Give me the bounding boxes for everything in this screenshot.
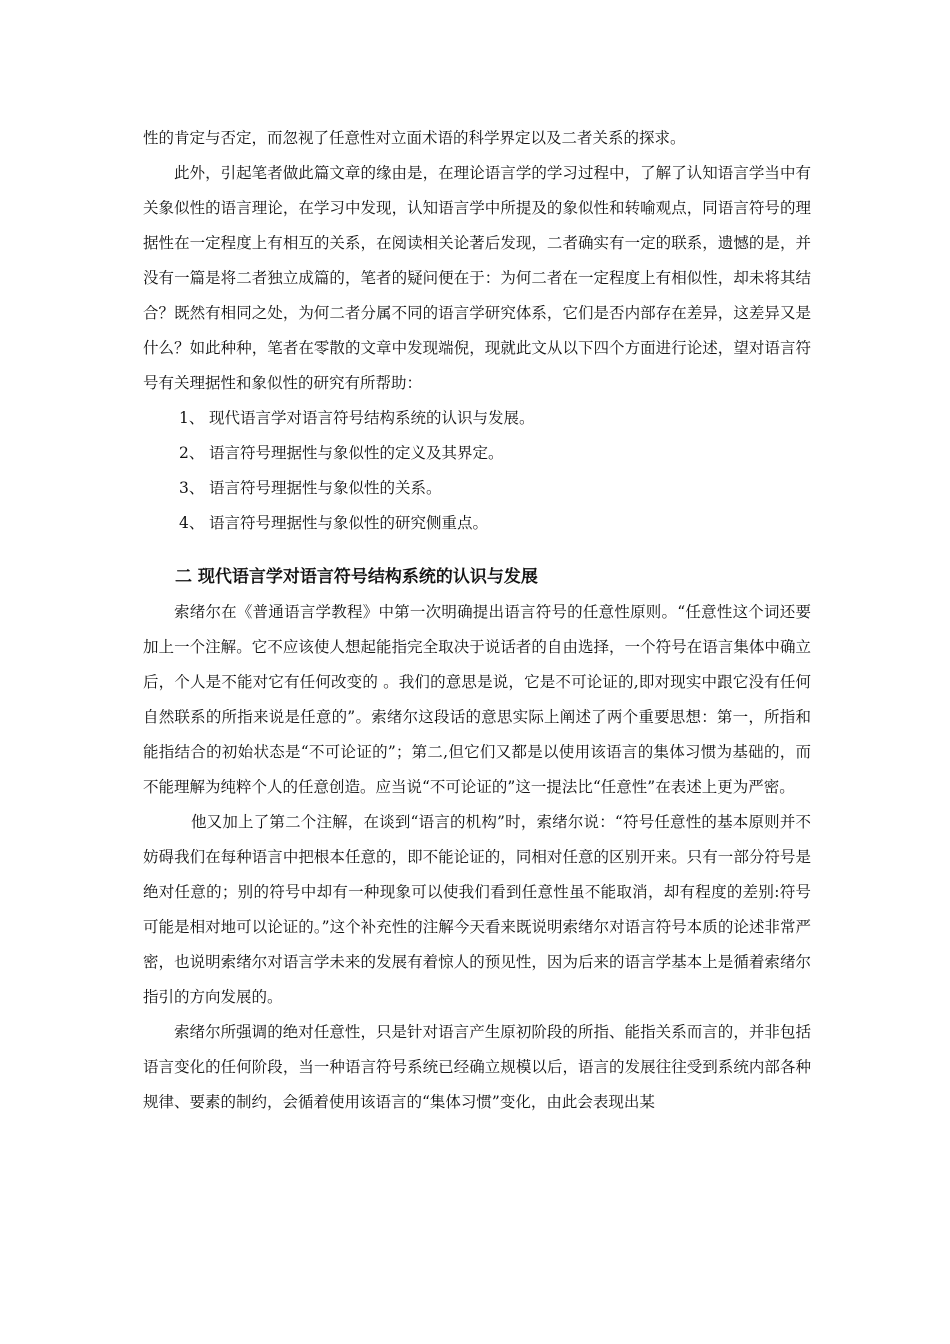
paragraph-saussure-arbitrariness: 索绪尔在《普通语言学教程》中第一次明确提出语言符号的任意性原则。“任意性这个词还要加上一个注解。它不应该使人想起能指完全取决于说话者的自由选择，一个符号在语言集体中确立后，个人是不能对它有任何改变的 。我们的意思是说，它是不可论证的,即对现实中跟它没有任何自然联系的所指来说是任意的”。索绪尔这段话的意思实际上阐述了两个重要思想：第一，所指和能指结合的初始状态是“不可论证的”；第二,但它们又都是以使用该语言的集体习惯为基础的，而不能理解为纯粹个人的任意创造。应当说“不可论证的”这一提法比“任意性”在表述上更为严密。: [143, 603, 811, 796]
list-item-text: 语言符号理据性与象似性的研究侧重点。: [209, 514, 489, 532]
list-item: [143, 436, 811, 471]
list-item: [143, 401, 811, 436]
list-item-number: 4、: [179, 514, 205, 532]
paragraph-motivation: 此外，引起笔者做此篇文章的缘由是，在理论语言学的学习过程中，了解了认知语言学当中有关象似性的语言理论，在学习中发现，认知语言学中所提及的象似性和转喻观点，同语言符号的理据性在一定程度上有相互的关系，在阅读相关论著后发现，二者确实有一定的联系，遗憾的是，并没有一篇是将二者独立成篇的，笔者的疑问便在于：为何二者在一定程度上有相似性，却未将其结合？既然有相同之处，为何二者分属不同的语言学研究体系，它们是否内部存在差异，这差异又是什么？如此种种，笔者在零散的文章中发现端倪，现就此文从以下四个方面进行论述，望对语言符号有关理据性和象似性的研究有所帮助：: [143, 164, 811, 392]
page-content: [143, 121, 811, 1120]
list-item-text: 语言符号理据性与象似性的关系。: [209, 479, 442, 497]
list-item: [143, 471, 811, 506]
section-heading: 二 现代语言学对语言符号结构系统的认识与发展: [175, 567, 538, 587]
list-item-number: 2、: [179, 444, 205, 462]
outline-list: [143, 401, 811, 541]
paragraph-second-annotation: 他又加上了第二个注解，在谈到“语言的机构”时，索绪尔说：“符号任意性的基本原则并不妨碍我们在每种语言中把根本任意的，即不能论证的，同相对任意的区别开来。只有一部分符号是绝对任意的；别的符号中却有一种现象可以使我们看到任意性虽不能取消，却有程度的差别:符号可能是相对地可以论证的。”这个补充性的注解今天看来既说明索绪尔对语言符号本质的论述非常严密，也说明索绪尔对语言学未来的发展有着惊人的预见性，因为后来的语言学基本上是循着索绪尔指引的方向发展的。: [143, 813, 811, 1006]
list-item-text: 现代语言学对语言符号结构系统的认识与发展。: [209, 409, 535, 427]
list-item-number: 3、: [179, 479, 205, 497]
list-item-number: 1、: [179, 409, 205, 427]
paragraph-continuation: 性的肯定与否定，而忽视了任意性对立面术语的科学界定以及二者关系的探求。: [143, 129, 686, 147]
list-item-text: 语言符号理据性与象似性的定义及其界定。: [209, 444, 504, 462]
list-item: [143, 506, 811, 541]
paragraph-absolute-arbitrariness: 索绪尔所强调的绝对任意性，只是针对语言产生原初阶段的所指、能指关系而言的，并非包括语言变化的任何阶段，当一种语言符号系统已经确立规模以后，语言的发展往往受到系统内部各种规律、要素的制约，会循着使用该语言的“集体习惯”变化，由此会表现出某: [143, 1023, 811, 1111]
